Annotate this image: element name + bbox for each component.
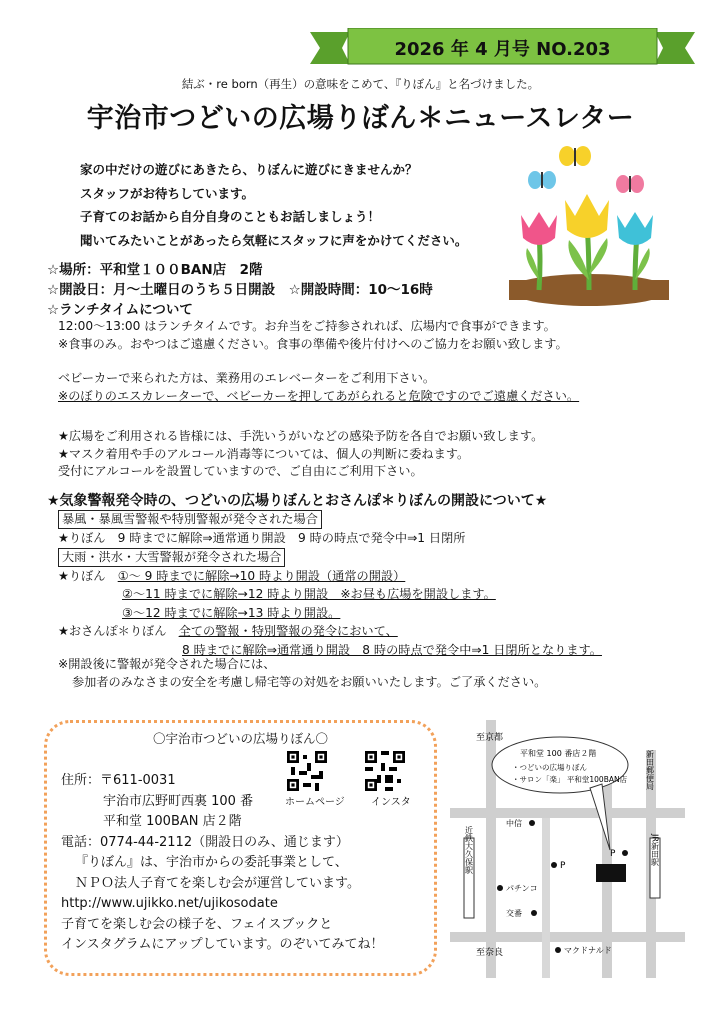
lunch-line: ※食事のみ。おやつはご遠慮ください。食事の準備や後片付けへのご協力をお願い致します。 xyxy=(58,336,568,351)
map-road xyxy=(450,932,685,942)
koban-marker xyxy=(531,910,537,916)
address-label: 住所：〒611-0031 xyxy=(61,773,176,788)
mcdonalds-label: マクドナルド xyxy=(564,946,612,955)
rain-warning-box: 大雨・洪水・大雪警報が発令された場合 xyxy=(58,548,285,567)
heiwado-building xyxy=(596,864,626,882)
open-days-info: ☆開設日：月～土曜日のうち５日開設 ☆開設時間：10～16時 xyxy=(47,282,433,298)
issue-ribbon xyxy=(310,28,695,68)
subtitle: 結ぶ・re born（再生）の意味をこめて、『りぼん』と名づけました。 xyxy=(181,77,540,91)
chushin-label: 中信 xyxy=(506,819,522,828)
jr-station-label: JR新田駅 xyxy=(650,834,660,866)
info-clip xyxy=(0,260,497,305)
contact-box xyxy=(44,720,437,976)
address-line: 宇治市広野町西裏 100 番 xyxy=(103,793,254,809)
post-office-label: 新田郵便局 xyxy=(645,750,655,790)
intro-line: 家の中だけの遊びにあきたら、りぼんに遊びにきませんか？ xyxy=(80,162,418,177)
sns-line: インスタグラムにアップしています。のぞいてみてね！ xyxy=(61,937,384,952)
address-line: 平和堂 100BAN 店２階 xyxy=(103,814,242,829)
note-line: ※開設後に警報が発令された場合には、 xyxy=(58,657,276,671)
hygiene-section xyxy=(58,428,543,481)
parking-marker-2 xyxy=(622,850,628,856)
weather-heading: ★気象警報発令時の、つどいの広場りぼんとおさんぽ＊りぼんの開設について★ xyxy=(47,493,548,509)
place-info: ☆場所：平和堂１００BAN店 2階 xyxy=(47,262,263,278)
desc-line: 『りぼん』は、宇治市からの委託事業として、 xyxy=(75,855,348,870)
parking-label-2: P xyxy=(610,849,616,859)
map-road xyxy=(542,818,550,978)
callout-line: ・つどいの広場りぼん xyxy=(512,763,587,772)
stroller-line: ベビーカーで来られた方は、業務用のエレベーターをご利用下さい。 xyxy=(58,371,436,385)
to-kyoto-label: 至京都 xyxy=(476,733,504,743)
lunch-section xyxy=(58,318,579,405)
hygiene-line: ★マスク着用や手のアルコール消毒等については、個人の判断に委ねます。 xyxy=(58,446,470,461)
map-road xyxy=(450,808,685,818)
contact-details xyxy=(61,771,384,956)
intro-line: 子育てのお話から自分自身のこともお話しましょう！ xyxy=(80,209,381,224)
rain-rule-prefix: ★りぼん xyxy=(58,568,118,583)
mcdonalds-marker xyxy=(555,947,561,953)
after-open-note xyxy=(58,655,546,691)
rain-rule-2: ②～11 時までに解除→12 時より開設 ※お昼も広場を開設します。 xyxy=(122,587,496,601)
rain-rule-3: ③～12 時までに解除→13 時より開設。 xyxy=(122,605,341,620)
kintetsu-station-label: 近鉄大久保駅 xyxy=(464,826,474,874)
weather-rules xyxy=(58,510,602,659)
website-link[interactable]: http://www.ujikko.net/ujikosodate xyxy=(61,896,278,911)
sns-line: 子育てを楽しむ会の様子を、フェイスブックと xyxy=(61,916,333,932)
hygiene-line: 受付にアルコールを設置していますので、ご自由にご利用下さい。 xyxy=(58,464,423,478)
tulips-butterflies-illustration xyxy=(503,140,675,308)
intro-line: スタッフがお待ちしています。 xyxy=(80,185,255,201)
storm-warning-box: 暴風・暴風雪警報や特別警報が発令された場合 xyxy=(58,510,322,529)
to-nara-label: 至奈良 xyxy=(476,948,504,958)
desc-line: ＮＰＯ法人子育てを楽しむ会が運営しています。 xyxy=(75,875,360,891)
rain-rule-1: ①～ 9 時までに解除→10 時より開設（通常の開設） xyxy=(117,568,406,583)
escalator-warning: ※のぼりのエスカレーターで、ベビーカーを押してあがられると危険ですのでご遠慮ください。 xyxy=(58,388,580,403)
parking-marker xyxy=(551,862,557,868)
pachinko-label: パチンコ xyxy=(506,884,538,893)
access-map xyxy=(450,720,685,978)
storm-rule: ★りぼん 9 時までに解除⇒通常通り開設 9 時の時点で発令中⇒1 日閉所 xyxy=(58,531,466,545)
chushin-marker xyxy=(529,820,535,826)
phone: 電話：0774-44-2112（開設日のみ、通じます） xyxy=(61,834,349,850)
page-title: 宇治市つどいの広場りぼん＊ニュースレター xyxy=(86,103,635,134)
intro-text xyxy=(80,158,467,252)
lunch-heading: ☆ランチタイムについて xyxy=(47,302,193,318)
note-line: 参加者のみなさまの安全を考慮し帰宅等の対処をお願いいたします。ご了承ください。 xyxy=(72,675,547,689)
homepage-qr-label: ホームページ xyxy=(285,797,345,808)
callout-line: ・サロン「楽」 平和堂100BAN店 xyxy=(512,775,628,784)
lunch-line: 12:00～13:00 はランチタイムです。お弁当をご持参されれば、広場内で食事ができます。 xyxy=(58,319,556,333)
osanpo-rule-1: 全ての警報・特別警報の発令において、 xyxy=(178,624,398,638)
koban-label: 交番 xyxy=(506,909,522,918)
contact-title: 〇宇治市つどいの広場りぼん〇 xyxy=(152,731,328,746)
osanpo-prefix: ★おさんぽ＊りぼん xyxy=(58,624,179,638)
issue-number: 2026 年 4 月号 NO.203 xyxy=(394,39,611,60)
instagram-qr-label: インスタ xyxy=(371,797,411,808)
parking-label: P xyxy=(560,861,566,871)
osanpo-rule-2: 8 時までに解除⇒通常通り開設 8 時の時点で発令中⇒1 日閉所となります。 xyxy=(182,642,602,657)
intro-line: 聞いてみたいことがあったら気軽にスタッフに声をかけてください。 xyxy=(80,232,468,248)
pachinko-marker xyxy=(497,885,503,891)
callout-title: 平和堂 100 番店２階 xyxy=(520,749,597,758)
hygiene-line: ★広場をご利用される皆様には、手洗いうがいなどの感染予防を各自でお願い致します。 xyxy=(58,429,544,443)
